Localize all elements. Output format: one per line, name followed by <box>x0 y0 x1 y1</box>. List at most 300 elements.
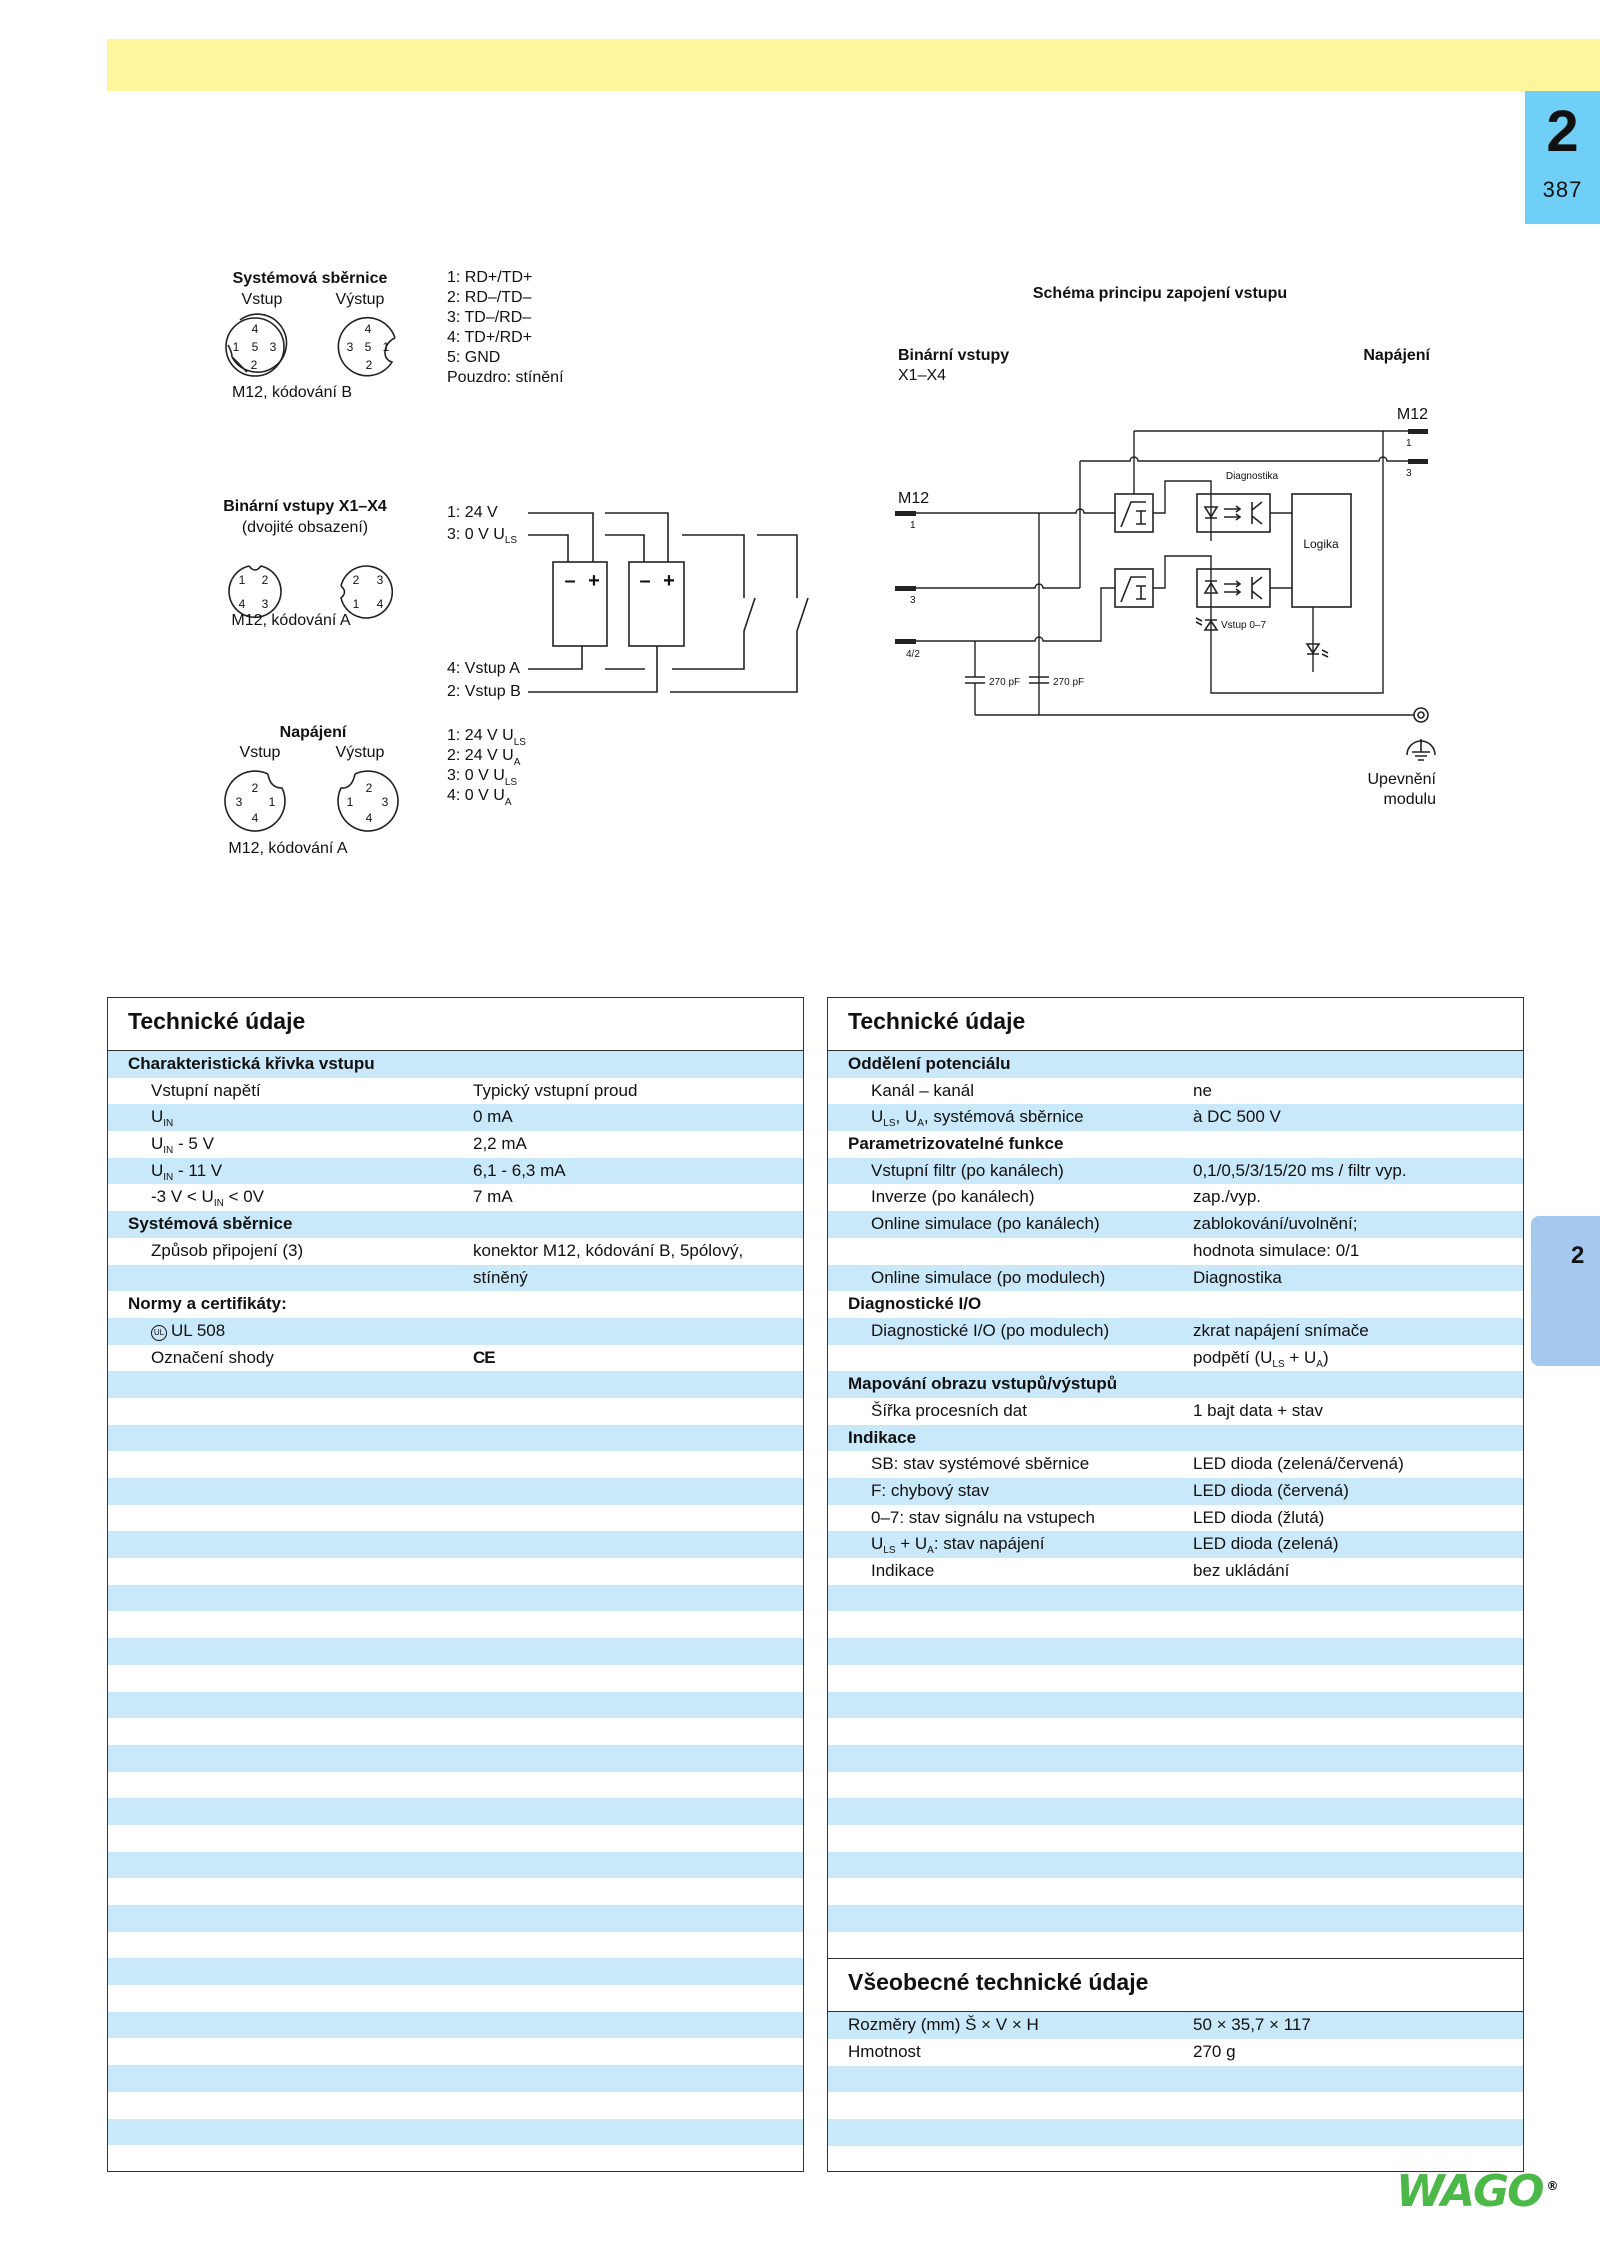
table-row <box>828 1505 1523 1532</box>
subscript: LS <box>1272 1358 1285 1370</box>
empty-row <box>828 1638 1523 1665</box>
table-row <box>828 1451 1523 1478</box>
table-row <box>108 1318 803 1345</box>
text-segment: ) <box>1322 1347 1329 1367</box>
row-label <box>848 2012 1039 2039</box>
table-row <box>828 1345 1523 1372</box>
table-row <box>828 1238 1523 1265</box>
table-row <box>108 1345 803 1372</box>
table-row <box>108 1078 803 1105</box>
empty-row <box>828 1798 1523 1825</box>
text-segment: - 11 V <box>173 1160 223 1180</box>
text-segment: UL 508 <box>171 1320 226 1340</box>
row-label <box>848 1371 1117 1398</box>
empty-row <box>108 1958 803 1985</box>
text-segment: zap./vyp. <box>1193 1187 1262 1207</box>
led-input-label: Vstup 0–7 <box>1221 620 1267 631</box>
right-pin-number: 3 <box>1406 468 1412 479</box>
binary-inputs-title: Binární vstupy X1–X4 <box>223 498 387 515</box>
text-segment: Způsob připojení (3) <box>151 1240 304 1260</box>
text-segment: 2,2 mA <box>473 1134 527 1154</box>
pin-number: 4 <box>376 597 384 611</box>
text-segment: U <box>151 1107 164 1127</box>
empty-row <box>108 1852 803 1879</box>
system-bus-out-label: Výstup <box>335 291 385 308</box>
pin-number: 3 <box>269 340 277 354</box>
row-value <box>473 1078 637 1105</box>
pin-number: 4 <box>251 811 259 825</box>
capacitor-label: 270 pF <box>989 677 1021 688</box>
row-label <box>848 2039 921 2066</box>
filter-symbol-icon <box>1121 502 1146 602</box>
row-value <box>1193 1211 1357 1238</box>
pin-number: 3 <box>261 597 269 611</box>
text-segment: SB: stav systémové sběrnice <box>871 1454 1090 1474</box>
plus-sign: + <box>663 570 675 592</box>
table-row <box>828 1211 1523 1238</box>
text-segment: ne <box>1193 1080 1212 1100</box>
pin-label-input-b: 2: Vstup B <box>447 683 521 701</box>
minus-sign: – <box>639 570 651 592</box>
text-segment: 270 g <box>1193 2042 1236 2062</box>
schematic-left-subtitle: X1–X4 <box>898 367 947 384</box>
row-value <box>1193 1558 1289 1585</box>
text-segment: 6,1 - 6,3 mA <box>473 1160 566 1180</box>
empty-row <box>108 1745 803 1772</box>
text-segment: Inverze (po kanálech) <box>871 1187 1035 1207</box>
power-pinout-line: 4: 0 V $U_A$ <box>447 787 512 808</box>
subscript: IN <box>163 1145 174 1157</box>
row-value <box>1193 2039 1236 2066</box>
text-segment: Vstupní napětí <box>151 1080 261 1100</box>
table-row <box>828 1318 1523 1345</box>
page-number: 387 <box>1542 177 1583 202</box>
right-pin-number: 1 <box>1406 438 1412 449</box>
text-segment: hodnota simulace: 0/1 <box>1193 1240 1360 1260</box>
chapter-number: 2 <box>1546 99 1579 164</box>
m12-a-plug-icon <box>341 566 392 618</box>
empty-row <box>828 1905 1523 1932</box>
text-segment: Diagnostické I/O (po modulech) <box>871 1320 1110 1340</box>
row-label <box>151 1238 303 1265</box>
pin-number: 1 <box>268 795 276 809</box>
row-label <box>871 1158 1064 1185</box>
empty-row <box>108 2119 803 2146</box>
table-row <box>108 1158 803 1185</box>
subscript: LS <box>883 1545 896 1557</box>
text-segment: stíněný <box>473 1267 528 1287</box>
left-pin-number: 1 <box>910 520 916 531</box>
empty-row <box>828 1852 1523 1879</box>
row-value <box>1193 1158 1407 1185</box>
section-heading-row <box>108 1211 803 1238</box>
table-row <box>108 1265 803 1292</box>
empty-row <box>828 1878 1523 1905</box>
row-label <box>128 1051 375 1078</box>
text-segment: bez ukládání <box>1193 1561 1290 1581</box>
pin-number: 2 <box>261 573 269 587</box>
empty-row <box>108 1878 803 1905</box>
text-segment: LED dioda (zelená) <box>1193 1534 1339 1554</box>
power-pinout-line: 3: 0 V $U_{LS}$ <box>447 767 518 788</box>
empty-row <box>108 2065 803 2092</box>
input-schematic <box>895 285 1437 808</box>
text-segment: LED dioda (žlutá) <box>1193 1507 1325 1527</box>
diagnostics-label: Diagnostika <box>1225 471 1279 482</box>
text-segment: Normy a certifikáty: <box>128 1294 287 1314</box>
subscript: A <box>927 1545 934 1557</box>
subscript: IN <box>213 1198 224 1210</box>
text-segment: zablokování/uvolnění; <box>1193 1214 1358 1234</box>
empty-row <box>828 1611 1523 1638</box>
row-value <box>1193 1104 1281 1131</box>
pin-number: 4 <box>364 322 372 336</box>
table-title: Technické údaje <box>108 998 803 1051</box>
optocoupler-symbol-icon <box>1205 502 1262 599</box>
text-segment: < 0V <box>223 1187 265 1207</box>
pin-number: 2 <box>352 573 360 587</box>
table-row <box>828 1558 1523 1585</box>
schematic-title: Schéma principu zapojení vstupu <box>1032 285 1288 302</box>
row-label <box>871 1078 974 1105</box>
binary-inputs-subtitle: (dvojité obsazení) <box>241 519 369 536</box>
power-pinout-line: 2: 24 V $U_A$ <box>447 747 521 768</box>
section-heading-row <box>828 1425 1523 1452</box>
table-row <box>828 1398 1523 1425</box>
table-row <box>828 1531 1523 1558</box>
pinout-line: 4: TD+/RD+ <box>447 329 533 346</box>
power-title: Napájení <box>279 724 347 741</box>
mounting-terminal-icon <box>1414 708 1428 722</box>
table-row <box>828 1104 1523 1131</box>
text-segment: U <box>151 1134 164 1154</box>
text-segment: + U <box>895 1534 928 1554</box>
text-segment: 50 × 35,7 × 117 <box>1193 2015 1311 2035</box>
row-value <box>1193 1318 1369 1345</box>
pin-number: 4 <box>365 811 373 825</box>
pin-label-24v: 1: 24 V <box>447 504 498 522</box>
row-label <box>871 1558 934 1585</box>
mount-label-1: Upevnění <box>1367 771 1436 788</box>
subscript: LS <box>883 1118 896 1130</box>
schematic-left-title: Binární vstupy <box>898 347 1010 364</box>
subscript: IN <box>163 1118 174 1130</box>
empty-row <box>108 1478 803 1505</box>
table-title: Technické údaje <box>828 998 1523 1051</box>
empty-row <box>108 1638 803 1665</box>
table-row <box>828 1184 1523 1211</box>
text-segment: Parametrizovatelné funkce <box>848 1134 1064 1154</box>
empty-row <box>108 1985 803 2012</box>
text-segment: , systémová sběrnice <box>923 1107 1084 1127</box>
table-row <box>108 1131 803 1158</box>
empty-row <box>108 2145 803 2172</box>
row-value <box>1193 1238 1359 1265</box>
row-label <box>151 1318 225 1345</box>
side-chapter-tab[interactable] <box>1531 1216 1600 1366</box>
text-segment: Oddělení potenciálu <box>848 1054 1011 1073</box>
text-segment: Indikace <box>848 1427 917 1447</box>
row-label <box>871 1398 1027 1425</box>
text-segment: , U <box>895 1107 918 1127</box>
section-heading-row <box>828 1051 1523 1078</box>
pin-number: 4 <box>251 322 259 336</box>
subscript: A <box>1316 1358 1323 1370</box>
mount-label-2: modulu <box>1383 791 1436 808</box>
pinout-line: 3: TD–/RD– <box>447 309 532 326</box>
empty-row <box>108 1825 803 1852</box>
empty-row <box>108 1531 803 1558</box>
ce-mark: CE <box>473 1347 495 1367</box>
empty-row <box>108 1505 803 1532</box>
empty-row <box>828 1585 1523 1612</box>
text-segment: - 5 V <box>173 1134 214 1154</box>
row-label <box>871 1184 1034 1211</box>
pin-label-input-a: 4: Vstup A <box>447 660 520 678</box>
row-value <box>1193 2012 1311 2039</box>
empty-row <box>828 1772 1523 1799</box>
text-segment: Rozměry (mm) Š × V × H <box>848 2015 1039 2035</box>
text-segment: : stav napájení <box>933 1534 1045 1554</box>
pin-number: 5 <box>251 340 259 354</box>
pin-number: 3 <box>346 340 354 354</box>
pin-number: 1 <box>352 597 360 611</box>
text-segment: Diagnostické I/O <box>848 1294 982 1314</box>
text-segment: Systémová sběrnice <box>128 1214 293 1234</box>
row-label <box>128 1291 287 1318</box>
text-segment: 7 mA <box>473 1187 513 1207</box>
text-segment: Charakteristická křivka vstupu <box>128 1054 375 1073</box>
text-segment: Šířka procesních dat <box>871 1400 1027 1420</box>
row-value <box>1193 1505 1324 1532</box>
sensor-box-2 <box>629 562 684 646</box>
row-label <box>848 1291 981 1318</box>
empty-row <box>108 1905 803 1932</box>
row-value <box>473 1104 513 1131</box>
table-row <box>828 1158 1523 1185</box>
pinout-line: Pouzdro: stínění <box>447 369 564 386</box>
row-label <box>128 1211 292 1238</box>
empty-row <box>108 1371 803 1398</box>
text-segment: Online simulace (po modulech) <box>871 1267 1106 1287</box>
row-value <box>1193 1184 1261 1211</box>
row-value <box>473 1345 495 1372</box>
right-m12-label: M12 <box>1396 406 1428 423</box>
logic-label: Logika <box>1303 537 1339 551</box>
row-value <box>1193 1398 1323 1425</box>
row-label <box>871 1265 1105 1292</box>
row-value <box>473 1158 566 1185</box>
row-label <box>151 1078 261 1105</box>
empty-row <box>108 1665 803 1692</box>
text-segment: + U <box>1284 1347 1317 1367</box>
wago-logo <box>1396 2166 1557 2217</box>
ground-icon <box>1407 739 1435 760</box>
table-row <box>108 1104 803 1131</box>
empty-row <box>108 2092 803 2119</box>
row-value <box>473 1131 527 1158</box>
text-segment: 1 bajt data + stav <box>1193 1400 1323 1420</box>
system-bus-title: Systémová sběrnice <box>232 270 388 287</box>
text-segment: 0–7: stav signálu na vstupech <box>871 1507 1095 1527</box>
text-segment: U <box>871 1107 884 1127</box>
row-value <box>1193 1078 1212 1105</box>
text-segment: zkrat napájení snímače <box>1193 1320 1369 1340</box>
table-row <box>828 2039 1523 2066</box>
minus-sign: – <box>564 570 576 592</box>
pin-label-0v: 3: 0 V $U_{LS}$ <box>447 526 518 546</box>
system-bus-connector-diagram <box>226 269 564 401</box>
empty-row <box>108 1558 803 1585</box>
empty-row <box>108 1451 803 1478</box>
text-segment: konektor M12, kódování B, 5pólový, <box>473 1240 744 1260</box>
empty-row <box>108 1692 803 1719</box>
pin-number: 4 <box>238 597 246 611</box>
power-connector-diagram <box>225 724 526 857</box>
text-segment: Indikace <box>871 1561 935 1581</box>
plus-sign: + <box>588 570 600 592</box>
text-segment: Kanál – kanál <box>871 1080 975 1100</box>
empty-row <box>828 1718 1523 1745</box>
empty-row <box>828 2092 1523 2119</box>
row-label <box>871 1451 1089 1478</box>
empty-row <box>108 1425 803 1452</box>
row-label <box>848 1131 1063 1158</box>
empty-row <box>108 1772 803 1799</box>
row-value <box>1193 1265 1282 1292</box>
section-heading-row <box>828 1371 1523 1398</box>
table-row <box>828 1078 1523 1105</box>
text-segment: Hmotnost <box>848 2042 921 2062</box>
general-table-title: Všeobecné technické údaje <box>828 1958 1523 2012</box>
power-in-label: Vstup <box>239 744 281 761</box>
schematic-wires <box>916 431 1414 715</box>
empty-row <box>828 2119 1523 2146</box>
text-segment: LED dioda (červená) <box>1193 1481 1349 1500</box>
empty-row <box>108 1718 803 1745</box>
pin-number: 3 <box>376 573 384 587</box>
pin-number: 2 <box>250 358 258 372</box>
led-icon <box>1196 618 1217 630</box>
left-pin-number: 4/2 <box>906 649 920 660</box>
m12-a-socket-icon <box>229 566 281 617</box>
pin-number: 1 <box>346 795 354 809</box>
power-coding: M12, kódování A <box>228 840 348 857</box>
registered-mark: ® <box>1546 2179 1557 2194</box>
row-value <box>1193 1531 1339 1558</box>
empty-row <box>108 1932 803 1959</box>
technical-data-table-right <box>827 997 1524 2172</box>
row-label <box>848 1425 916 1452</box>
text-segment: Mapování obrazu vstupů/výstupů <box>848 1374 1118 1394</box>
pin-number: 1 <box>232 340 240 354</box>
side-tab-label: 2 <box>1571 1242 1585 1269</box>
table-row <box>828 2012 1523 2039</box>
empty-row <box>828 1825 1523 1852</box>
empty-row <box>828 1692 1523 1719</box>
row-value <box>1193 1451 1404 1478</box>
section-heading-row <box>828 1291 1523 1318</box>
pinout-line: 2: RD–/TD– <box>447 289 532 306</box>
pin-number: 2 <box>251 781 259 795</box>
empty-row <box>828 1745 1523 1772</box>
empty-row <box>828 1932 1523 1959</box>
pin-number: 1 <box>238 573 246 587</box>
empty-row <box>108 1798 803 1825</box>
text-segment: 0 mA <box>473 1107 513 1127</box>
text-segment: à DC 500 V <box>1193 1107 1281 1127</box>
text-segment: LED dioda (zelená/červená) <box>1193 1454 1404 1474</box>
subscript: A <box>917 1118 924 1130</box>
left-m12-label: M12 <box>898 490 930 507</box>
text-segment: Diagnostika <box>1193 1267 1282 1287</box>
row-label <box>871 1318 1109 1345</box>
empty-row <box>108 2012 803 2039</box>
text-segment: Typický vstupní proud <box>473 1080 638 1100</box>
system-bus-in-label: Vstup <box>241 291 283 308</box>
capacitor-label: 270 pF <box>1053 677 1085 688</box>
text-segment: podpětí (U <box>1193 1347 1273 1367</box>
row-label <box>871 1211 1100 1238</box>
technical-data-table-left <box>107 997 804 2172</box>
row-label <box>871 1478 989 1505</box>
row-label <box>871 1505 1095 1532</box>
ul-listed-icon: UL <box>151 1325 167 1341</box>
table-row <box>108 1184 803 1211</box>
subscript: IN <box>163 1171 174 1183</box>
row-value <box>473 1184 513 1211</box>
pin-number: 2 <box>365 358 373 372</box>
diagrams <box>0 0 1600 900</box>
pin-number: 1 <box>382 340 390 354</box>
status-led-icon <box>1307 644 1328 657</box>
system-bus-coding: M12, kódování B <box>231 384 353 401</box>
row-value <box>1193 1478 1349 1505</box>
power-out-label: Výstup <box>335 744 385 761</box>
sensor-wiring <box>528 513 808 692</box>
empty-row <box>108 2038 803 2065</box>
text-segment: U <box>151 1160 164 1180</box>
table-row <box>828 1478 1523 1505</box>
text-segment: Vstupní filtr (po kanálech) <box>871 1160 1064 1180</box>
pin-number: 5 <box>364 340 372 354</box>
empty-row <box>108 1611 803 1638</box>
empty-row <box>828 2066 1523 2093</box>
section-heading-row <box>108 1051 803 1078</box>
empty-row <box>108 1585 803 1612</box>
logo-text: WAGO <box>1396 2166 1543 2217</box>
row-value <box>473 1265 528 1292</box>
text-segment: 0,1/0,5/3/15/20 ms / filtr vyp. <box>1193 1160 1407 1180</box>
row-label <box>848 1051 1010 1078</box>
mounting-terminal-inner <box>1418 712 1424 718</box>
pinout-line: 1: RD+/TD+ <box>447 269 533 286</box>
text-segment: Online simulace (po kanálech) <box>871 1214 1100 1234</box>
pin-number: 3 <box>381 795 389 809</box>
text-segment: -3 V < U <box>151 1187 214 1207</box>
empty-row <box>828 1665 1523 1692</box>
pin-number: 2 <box>365 781 373 795</box>
binary-inputs-coding: M12, kódování A <box>231 612 351 629</box>
left-pin-number: 3 <box>910 595 916 606</box>
empty-row <box>108 1398 803 1425</box>
power-pinout-line: 1: 24 V $U_{LS}$ <box>447 727 526 748</box>
row-value <box>473 1238 743 1265</box>
text-segment: U <box>871 1534 884 1554</box>
table-row <box>828 1265 1523 1292</box>
section-heading-row <box>828 1131 1523 1158</box>
text-segment: Označení shody <box>151 1347 274 1367</box>
